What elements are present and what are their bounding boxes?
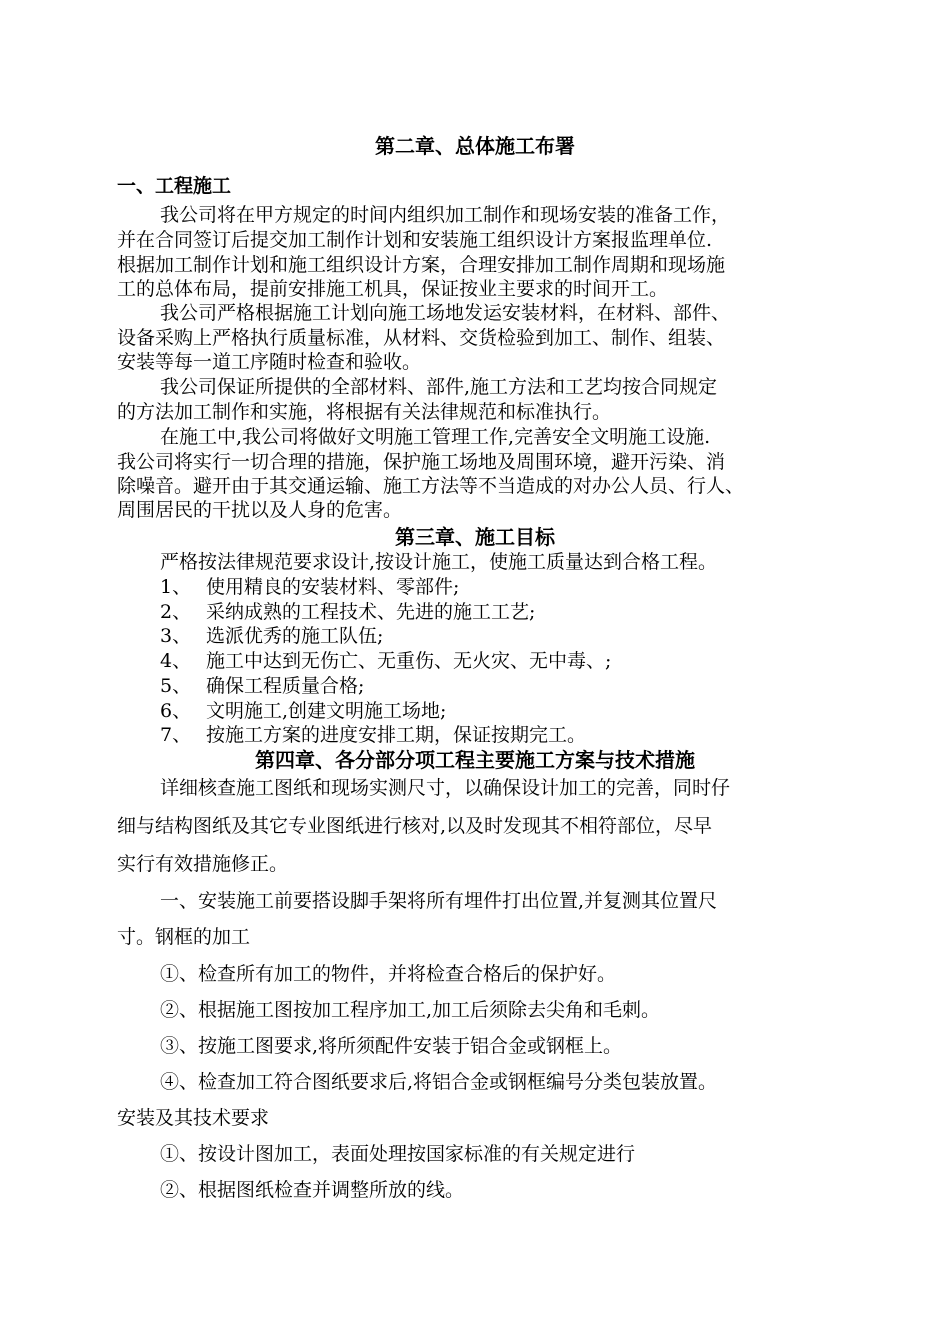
chapter-4-title: 第四章、各分部分项工程主要施工方案与技术措施	[255, 748, 695, 772]
paragraph-line: ①、按设计图加工，表面处理按国家标准的有关规定进行	[160, 1143, 636, 1165]
paragraph-line: 在施工中,我公司将做好文明施工管理工作,完善安全文明施工设施.	[160, 426, 711, 448]
list-item-text: 按施工方案的进度安排工期，保证按期完工。	[206, 724, 587, 746]
list-item-text: 采纳成熟的工程技术、先进的施工工艺;	[206, 601, 536, 623]
list-item-number: 6、	[160, 700, 192, 722]
paragraph-line: 设备采购上严格执行质量标准，从材料、交货检验到加工、制作、组装、	[117, 327, 726, 349]
paragraph-line: ④、检查加工符合图纸要求后,将铝合金或钢框编号分类包装放置。	[160, 1071, 718, 1093]
paragraph-line: 寸。钢框的加工	[117, 926, 251, 948]
chapter-2-title: 第二章、总体施工布署	[375, 134, 575, 158]
list-item-number: 5、	[160, 675, 192, 697]
paragraph-line: ③、按施工图要求,将所须配件安装于铝合金或钢框上。	[160, 1035, 623, 1057]
list-item-number: 2、	[160, 601, 192, 623]
paragraph-line: 我公司严格根据施工计划向施工场地发运安装材料，在材料、部件、	[160, 302, 731, 324]
list-item-text: 施工中达到无伤亡、无重伤、无火灾、无中毒、;	[206, 650, 612, 672]
paragraph-line: 工的总体布局，提前安排施工机具，保证按业主要求的时间开工。	[117, 278, 669, 300]
paragraph-line: 除噪音。避开由于其交通运输、施工方法等不当造成的对办公人员、行人、	[117, 475, 745, 497]
paragraph-line: 并在合同签订后提交加工制作计划和安装施工组织设计方案报监理单位.	[117, 229, 713, 251]
paragraph-line: 的方法加工制作和实施，将根据有关法律规范和标准执行。	[117, 401, 612, 423]
list-item	[160, 723, 586, 747]
list-item-text: 选派优秀的施工队伍;	[206, 625, 384, 647]
chapter-3-title: 第三章、施工目标	[395, 525, 555, 549]
list-item-text: 使用精良的安装材料、零部件;	[206, 576, 460, 598]
paragraph-line: 详细核查施工图纸和现场实测尺寸，以确保设计加工的完善，同时仔	[160, 777, 731, 799]
paragraph-line: 细与结构图纸及其它专业图纸进行核对,以及时发现其不相符部位，尽早	[117, 815, 713, 837]
list-item-text: 确保工程质量合格;	[206, 675, 365, 697]
paragraph-line: 周围居民的干扰以及人身的危害。	[117, 499, 403, 521]
list-item-number: 3、	[160, 625, 192, 647]
list-item	[160, 674, 364, 698]
list-item-number: 4、	[160, 650, 192, 672]
paragraph-line: ①、检查所有加工的物件，并将检查合格后的保护好。	[160, 963, 617, 985]
section-1-heading: 一、工程施工	[117, 175, 232, 197]
paragraph-line: 我公司保证所提供的全部材料、部件,施工方法和工艺均按合同规定	[160, 376, 718, 398]
list-item-number: 1、	[160, 576, 192, 598]
paragraph-line: 一、安装施工前要搭设脚手架将所有埋件打出位置,并复测其位置尺	[160, 890, 718, 912]
paragraph-line: 我公司将实行一切合理的措施，保护施工场地及周围环境，避开污染、消	[117, 451, 726, 473]
list-item-number: 7、	[160, 724, 192, 746]
list-item	[160, 624, 383, 648]
list-item	[160, 600, 535, 624]
paragraph-line: ②、根据施工图按加工程序加工,加工后须除去尖角和毛刺。	[160, 999, 661, 1021]
paragraph-line: 根据加工制作计划和施工组织设计方案，合理安排加工制作周期和现场施	[117, 254, 726, 276]
paragraph-line: 实行有效措施修正。	[117, 853, 289, 875]
list-item	[160, 699, 446, 723]
list-item	[160, 649, 611, 673]
paragraph-line: 安装等每一道工序随时检查和验收。	[117, 351, 422, 373]
list-item	[160, 575, 459, 599]
paragraph-line: ②、根据图纸检查并调整所放的线。	[160, 1179, 465, 1201]
list-item-text: 文明施工,创建文明施工场地;	[206, 700, 447, 722]
paragraph-line: 我公司将在甲方规定的时间内组织加工制作和现场安装的准备工作，	[160, 204, 731, 226]
chapter-3-intro: 严格按法律规范要求设计,按设计施工，使施工质量达到合格工程。	[160, 551, 718, 573]
paragraph-line: 安装及其技术要求	[117, 1107, 270, 1129]
